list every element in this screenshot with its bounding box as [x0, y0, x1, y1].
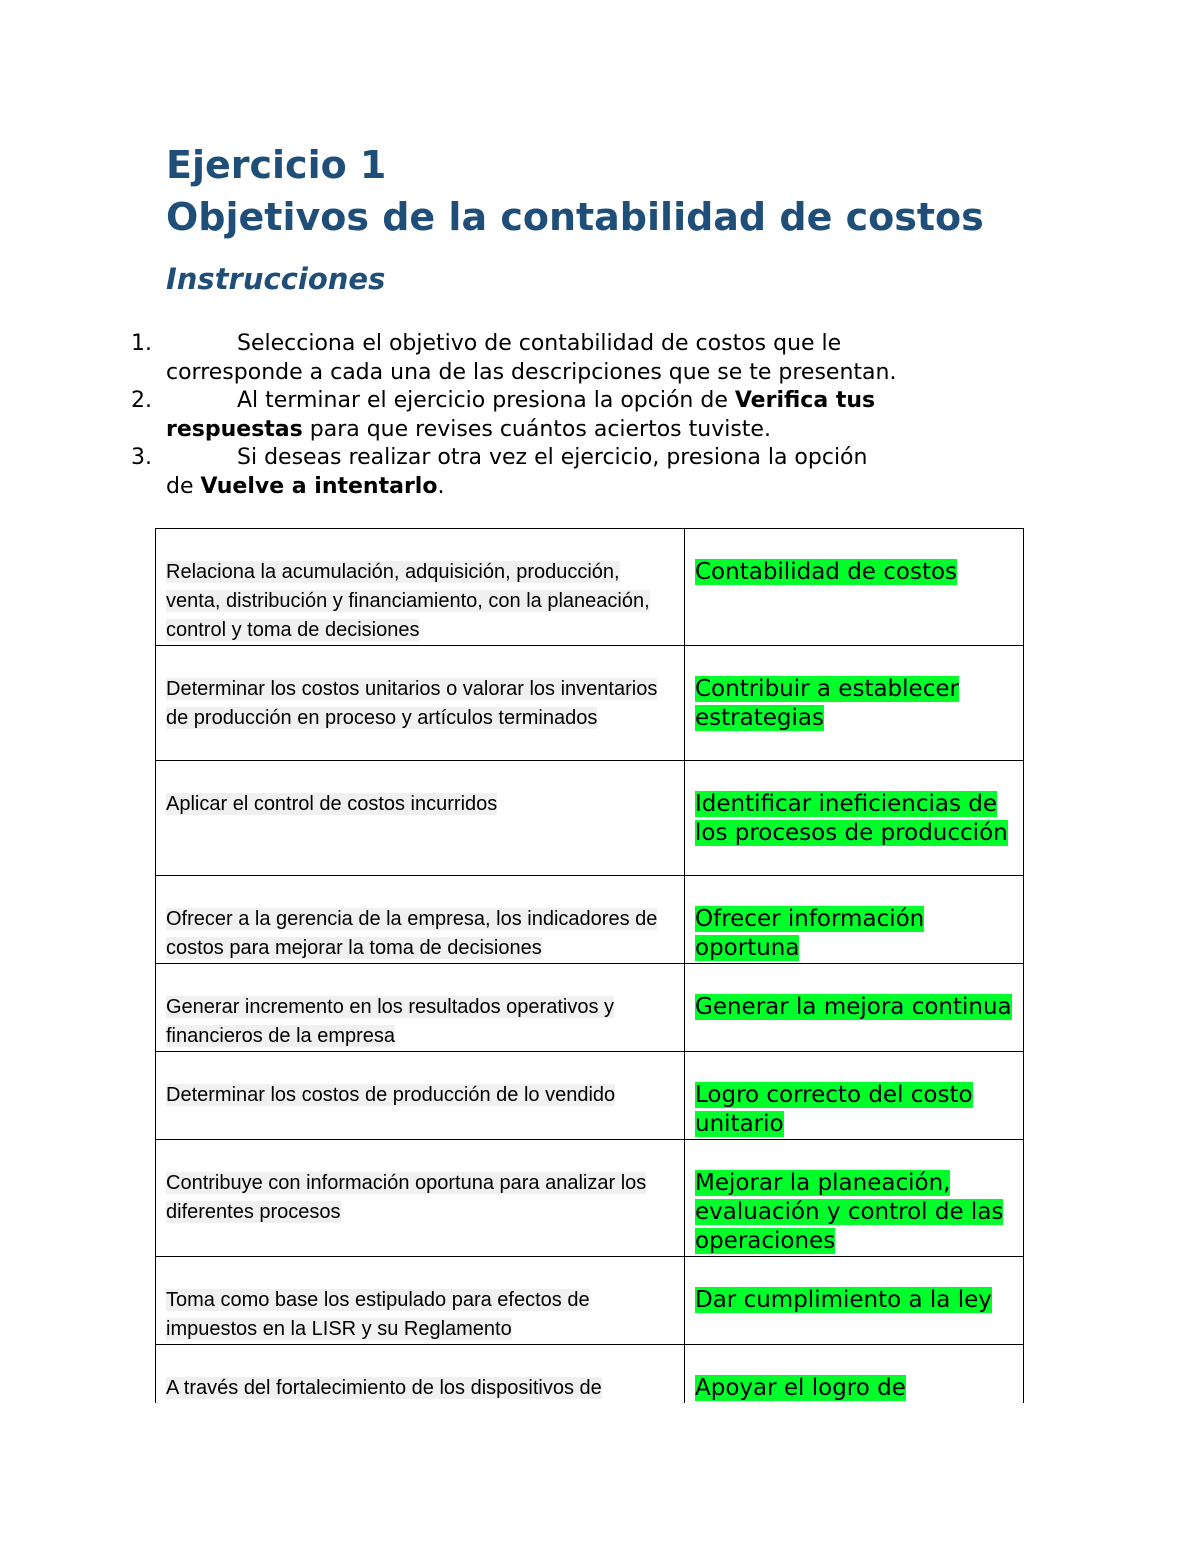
description-text: Aplicar el control de costos incurridos: [166, 793, 498, 815]
description-cell: [156, 876, 685, 964]
instruction-number: 1.: [131, 331, 152, 356]
instruction-number: 2.: [131, 388, 152, 413]
instruction-text: [166, 473, 444, 502]
table-row: [156, 646, 1024, 761]
answer-text: Logro correcto del costo unitario: [695, 1082, 973, 1137]
exercise-title: Ejercicio 1: [166, 143, 387, 187]
instruction-item-2: [0, 387, 1200, 444]
description-cell: [156, 964, 685, 1052]
instruction-text: Selecciona el objetivo de contabilidad de costos que le: [237, 331, 842, 356]
description-cell: [156, 1257, 685, 1345]
instruction-text: [237, 387, 875, 416]
answer-cell[interactable]: [685, 761, 1024, 876]
page-title: Objetivos de la contabilidad de costos: [166, 195, 984, 239]
answer-cell[interactable]: [685, 646, 1024, 761]
table-row: [156, 1257, 1024, 1345]
table-row: [156, 761, 1024, 876]
answer-text: Identificar ineficiencias de los procesos de producción: [695, 791, 1008, 846]
answer-text: Contabilidad de costos: [695, 559, 958, 585]
description-text: Determinar los costos unitarios o valorar los inventarios de producción en proceso y artículos terminados: [166, 678, 658, 729]
table-row: [156, 876, 1024, 964]
instructions-list: [0, 330, 1200, 501]
description-text: Ofrecer a la gerencia de la empresa, los indicadores de costos para mejorar la toma de decisiones: [166, 908, 658, 959]
description-text: Relaciona la acumulación, adquisición, producción, venta, distribución y financiamiento, con la planeación, control y toma de decisiones: [166, 561, 650, 641]
instruction-item-3: [0, 444, 1200, 501]
instruction-text: [166, 416, 771, 445]
answer-cell[interactable]: [685, 1257, 1024, 1345]
description-text: Contribuye con información oportuna para analizar los diferentes procesos: [166, 1172, 647, 1223]
description-text: Toma como base los estipulado para efectos de impuestos en la LISR y su Reglamento: [166, 1289, 590, 1340]
answer-text: Dar cumplimiento a la ley: [695, 1287, 992, 1313]
answer-text: Apoyar el logro de: [695, 1375, 906, 1401]
answer-cell[interactable]: [685, 1052, 1024, 1140]
matching-table: [155, 528, 1024, 1403]
description-text: A través del fortalecimiento de los dispositivos de: [166, 1377, 602, 1399]
instruction-text: corresponde a cada una de las descripciones que se te presentan.: [166, 359, 897, 385]
table-row: [156, 1345, 1024, 1404]
answer-cell[interactable]: [685, 529, 1024, 646]
instruction-text: Si deseas realizar otra vez el ejercicio, presiona la opción: [237, 445, 868, 470]
description-cell: [156, 646, 685, 761]
option-name-verify: respuestas: [166, 416, 303, 442]
description-cell: [156, 529, 685, 646]
instructions-heading: Instrucciones: [166, 262, 386, 296]
instruction-text-part: .: [437, 473, 445, 499]
description-cell: [156, 1140, 685, 1257]
answer-cell[interactable]: [685, 876, 1024, 964]
table-row: [156, 529, 1024, 646]
table-row: [156, 1140, 1024, 1257]
answer-cell[interactable]: [685, 1140, 1024, 1257]
option-name-retry: Vuelve a intentarlo: [200, 473, 438, 499]
table-row: [156, 964, 1024, 1052]
option-name-verify: Verifica tus: [734, 388, 876, 413]
instruction-item-1: [0, 330, 1200, 387]
description-cell: [156, 1052, 685, 1140]
answer-text: Mejorar la planeación, evaluación y control de las operaciones: [695, 1170, 1004, 1254]
answer-text: Contribuir a establecer estrategias: [695, 676, 959, 731]
description-text: Determinar los costos de producción de lo vendido: [166, 1084, 616, 1106]
answer-cell[interactable]: [685, 1345, 1024, 1404]
instruction-text-part: Al terminar el ejercicio presiona la opción de: [237, 388, 735, 413]
instruction-text-part: para que revises cuántos aciertos tuviste.: [302, 416, 771, 442]
answer-text: Generar la mejora continua: [695, 994, 1012, 1020]
description-cell: [156, 761, 685, 876]
answer-cell[interactable]: [685, 964, 1024, 1052]
instruction-text-part: de: [166, 473, 201, 499]
description-cell: [156, 1345, 685, 1404]
description-text: Generar incremento en los resultados operativos y financieros de la empresa: [166, 996, 615, 1047]
table-row: [156, 1052, 1024, 1140]
instruction-number: 3.: [131, 445, 152, 470]
answer-text: Ofrecer información oportuna: [695, 906, 925, 961]
